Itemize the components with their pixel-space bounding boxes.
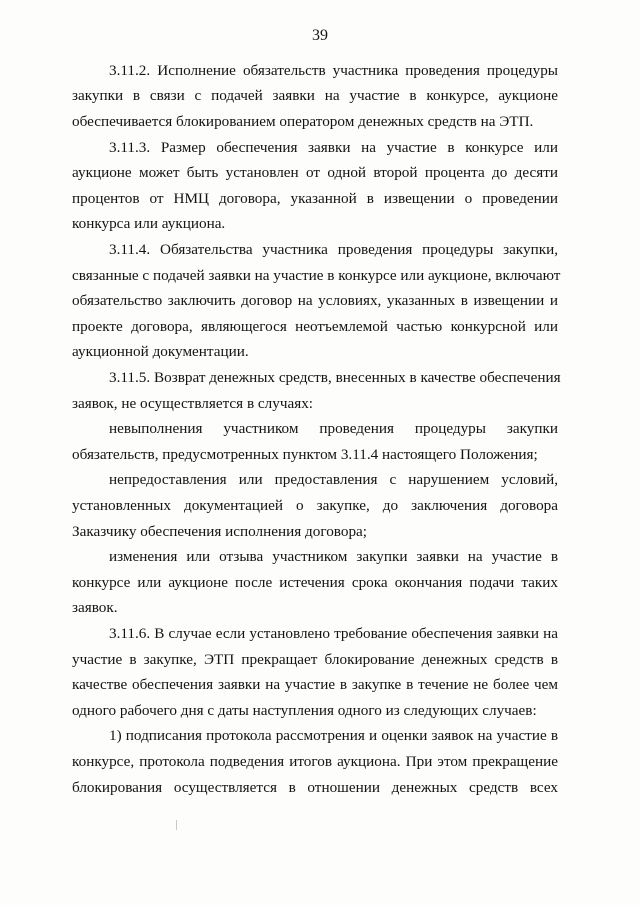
- text-line: 3.11.2. Исполнение обязательств участника проведения процедуры: [109, 62, 558, 79]
- text-line: конкурса или аукциона.: [72, 215, 226, 232]
- text-line: обязательств, предусмотренных пунктом 3.11.4 настоящего Положения;: [72, 446, 538, 463]
- text-line: заявок, не осуществляется в случаях:: [72, 395, 314, 412]
- page-number: 39: [312, 27, 328, 44]
- text-line: связанные с подачей заявки на участие в конкурсе или аукционе, включают: [72, 267, 561, 284]
- text-line: непредоставления или предоставления с нарушением условий,: [109, 471, 558, 488]
- text-line: заявок.: [72, 599, 118, 616]
- text-line: процентов от НМЦ договора, указанной в извещении о проведении: [72, 190, 558, 207]
- text-line: изменения или отзыва участником закупки заявки на участие в: [109, 548, 558, 565]
- text-line: блокирования осуществляется в отношении денежных средств всех: [72, 779, 558, 796]
- text-line: невыполнения участником проведения процедуры закупки: [109, 420, 558, 437]
- text-line: обязательство заключить договор на условиях, указанных в извещении и: [72, 292, 558, 309]
- text-line: установленных документацией о закупке, до заключения договора: [72, 497, 558, 514]
- text-line: одного рабочего дня с даты наступления одного из следующих случаев:: [72, 702, 537, 719]
- text-line: конкурсе, протокола подведения итогов аукциона. При этом прекращение: [72, 753, 558, 770]
- text-line: конкурсе или аукционе после истечения срока окончания подачи таких: [72, 574, 558, 591]
- text-line: 3.11.4. Обязательства участника проведения процедуры закупки,: [109, 241, 558, 258]
- text-line: обеспечивается блокированием оператором денежных средств на ЭТП.: [72, 113, 534, 130]
- text-line: закупки в связи с подачей заявки на участие в конкурсе, аукционе: [72, 87, 558, 104]
- scan-speck: [176, 820, 177, 830]
- text-line: 3.11.5. Возврат денежных средств, внесенных в качестве обеспечения: [109, 369, 561, 386]
- text-line: 3.11.6. В случае если установлено требование обеспечения заявки на: [109, 625, 558, 642]
- text-line: 1) подписания протокола рассмотрения и оценки заявок на участие в: [109, 727, 558, 744]
- text-line: аукционе может быть установлен от одной второй процента до десяти: [72, 164, 558, 181]
- text-line: качестве обеспечения заявки на участие в закупке в течение не более чем: [72, 676, 558, 693]
- text-line: проекте договора, являющегося неотъемлемой частью конкурсной или: [72, 318, 558, 335]
- text-line: 3.11.3. Размер обеспечения заявки на участие в конкурсе или: [109, 139, 558, 156]
- text-line: аукционной документации.: [72, 343, 249, 360]
- text-line: Заказчику обеспечения исполнения договора;: [72, 523, 367, 540]
- text-line: участие в закупке, ЭТП прекращает блокирование денежных средств в: [72, 651, 558, 668]
